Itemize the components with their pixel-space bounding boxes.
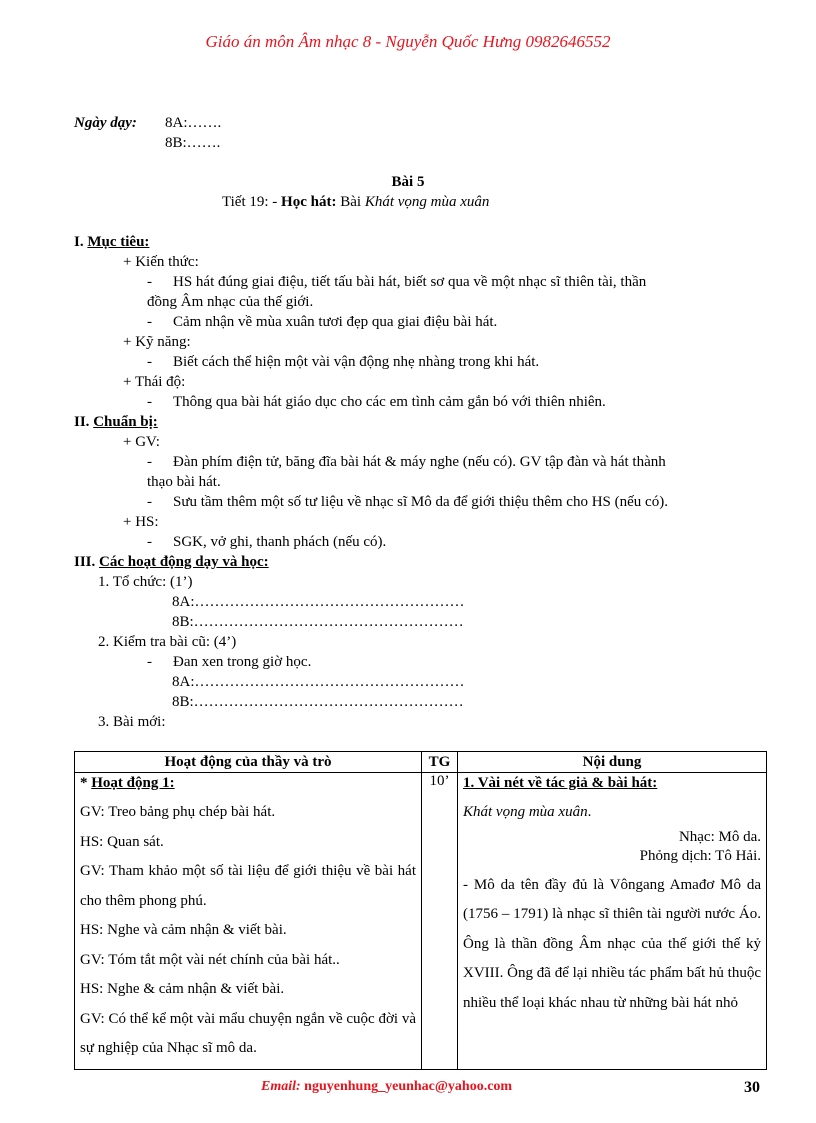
activity-note-text: Đan xen trong giờ học.	[173, 654, 312, 670]
page-header: Giáo án môn Âm nhạc 8 - Nguyễn Quốc Hưng 0982646552	[205, 32, 611, 51]
lesson-subtitle	[222, 194, 489, 211]
lesson-song: Khát vọng mùa xuân	[364, 194, 490, 210]
section-preparation-heading	[74, 414, 158, 431]
heading-number: III.	[74, 554, 100, 570]
content-song: Khát vọng mùa xuân.	[463, 804, 592, 820]
teacher-item-2: - Sưu tầm thêm một số tư liệu về nhạc sĩ Mô da để giới thiệu thêm cho HS (nếu có).	[147, 494, 668, 510]
content-translator: Phỏng dịch: Tô Hải.	[639, 847, 761, 864]
content-song-name: Khát vọng mùa xuân	[463, 804, 588, 820]
activity-item-2: 2. Kiểm tra bài cũ: (4’)	[98, 634, 237, 650]
activity-line: GV: Có thể kể một vài mẩu chuyện ngắn về cuộc đời và sự nghiệp của Nhạc sĩ mô da.	[80, 1010, 416, 1056]
section-activities-heading	[74, 554, 269, 571]
student-item-1: - SGK, vở ghi, thanh phách (nếu có).	[147, 534, 387, 550]
activity-line: GV: Tóm tắt một vài nét chính của bài hát..	[80, 951, 340, 968]
teacher-text-1a: Đàn phím điện tử, băng đĩa bài hát & máy nghe (nếu có). GV tập đàn và hát thành	[173, 454, 666, 470]
activity-item-1-8b: 8B:………………………………………………	[172, 614, 464, 630]
table-row	[75, 773, 767, 1070]
section-objectives-heading	[74, 234, 149, 251]
heading-number: II.	[74, 414, 94, 430]
heading-text: Chuẩn bị:	[93, 414, 158, 430]
lesson-period: Tiết 19: -	[222, 194, 282, 210]
teaching-date-8a: 8A:…….	[165, 115, 222, 131]
student-text-1: SGK, vở ghi, thanh phách (nếu có).	[173, 534, 387, 550]
attitude-text-1: Thông qua bài hát giáo dục cho các em tình cảm gắn bó với thiên nhiên.	[173, 394, 606, 410]
activity-line: HS: Nghe và cảm nhận & viết bài.	[80, 922, 287, 938]
heading-text: Các hoạt động dạy và học:	[99, 554, 269, 570]
heading-number: I.	[74, 234, 88, 250]
time-cell: 10’	[422, 773, 458, 1070]
activity-title: * Hoạt động 1:	[80, 775, 175, 791]
attitude-item-1: - Thông qua bài hát giáo dục cho các em tình cảm gắn bó với thiên nhiên.	[147, 394, 606, 410]
knowledge-item-1-cont: đồng Âm nhạc của thế giới.	[147, 294, 314, 310]
skills-label: + Kỹ năng:	[123, 334, 191, 350]
activity-item-1-8a: 8A:………………………………………………	[172, 594, 465, 610]
lesson-title: Bài 5	[391, 174, 425, 190]
content-composer: Nhạc: Mô da.	[678, 828, 761, 845]
activity-line: GV: Treo bảng phụ chép bài hát.	[80, 804, 276, 820]
teacher-item-1-cont: thạo bài hát.	[147, 474, 221, 490]
activity-item-3: 3. Bài mới:	[98, 714, 166, 730]
activity-item-1: 1. Tổ chức: (1’)	[98, 574, 193, 590]
activity-line: GV: Tham khảo một số tài liệu để giới thiệu về bài hát cho thêm phong phú.	[80, 863, 416, 909]
activities-cell	[75, 773, 422, 1070]
table-header-time: TG	[422, 752, 458, 773]
content-cell	[458, 773, 767, 1070]
knowledge-label: + Kiến thức:	[123, 254, 199, 270]
activity-item-2-8a: 8A:………………………………………………	[172, 674, 465, 690]
skills-text-1: Biết cách thể hiện một vài vận động nhẹ nhàng trong khi hát.	[173, 354, 540, 370]
activity-title-text: Hoạt động 1:	[91, 775, 175, 791]
knowledge-text-2: Cảm nhận về mùa xuân tươi đẹp qua giai điệu bài hát.	[173, 314, 498, 330]
footer-email-label: Email:	[261, 1079, 301, 1094]
knowledge-item-2: - Cảm nhận về mùa xuân tươi đẹp qua giai điệu bài hát.	[147, 314, 498, 330]
table-header-content: Nội dung	[458, 752, 767, 773]
lesson-activity: Học hát:	[281, 194, 337, 210]
table-header-activities: Hoạt động của thầy và trò	[75, 752, 422, 773]
content-paragraph: - Mô da tên đầy đủ là Vôngang Amađơ Mô da (1756 – 1791) là nhạc sĩ thiên tài người nước Áo. Ông là thần đồng Âm nhạc của thế giới thế kỷ XVIII. Ông đã để lại nhiều tác phẩm bất hủ thuộc nhiều thể loại khác nhau từ những bài hát nhỏ	[463, 876, 761, 1011]
teacher-item-1: - Đàn phím điện tử, băng đĩa bài hát & máy nghe (nếu có). GV tập đàn và hát thành	[147, 454, 666, 470]
teacher-text-2: Sưu tầm thêm một số tư liệu về nhạc sĩ Mô da để giới thiệu thêm cho HS (nếu có).	[173, 494, 668, 510]
lesson-table	[74, 751, 767, 1070]
content-title: 1. Vài nét về tác giả & bài hát:	[463, 775, 658, 791]
knowledge-item-1: - HS hát đúng giai điệu, tiết tấu bài hát, biết sơ qua về một nhạc sĩ thiên tài, thần	[147, 274, 647, 290]
footer-email	[261, 1079, 512, 1095]
activity-line: HS: Nghe & cảm nhận & viết bài.	[80, 981, 285, 997]
attitude-label: + Thái độ:	[123, 374, 186, 390]
teaching-date-label: Ngày dạy:	[74, 115, 137, 131]
activity-item-2-note: - Đan xen trong giờ học.	[147, 654, 312, 670]
skills-item-1: - Biết cách thể hiện một vài vận động nhẹ nhàng trong khi hát.	[147, 354, 540, 370]
table-header-row	[75, 752, 767, 773]
lesson-song-prefix: Bài	[336, 194, 365, 210]
knowledge-text-1a: HS hát đúng giai điệu, tiết tấu bài hát, biết sơ qua về một nhạc sĩ thiên tài, thần	[173, 274, 647, 290]
activity-line: HS: Quan sát.	[80, 833, 164, 850]
page-number: 30	[744, 1079, 760, 1096]
activity-item-2-8b: 8B:………………………………………………	[172, 694, 464, 710]
student-label: + HS:	[123, 514, 159, 530]
footer-email-address: nguyenhung_yeunhac@yahoo.com	[300, 1079, 513, 1094]
heading-text: Mục tiêu:	[87, 234, 150, 250]
teacher-label: + GV:	[123, 434, 160, 450]
teaching-date-8b: 8B:…….	[165, 135, 221, 151]
